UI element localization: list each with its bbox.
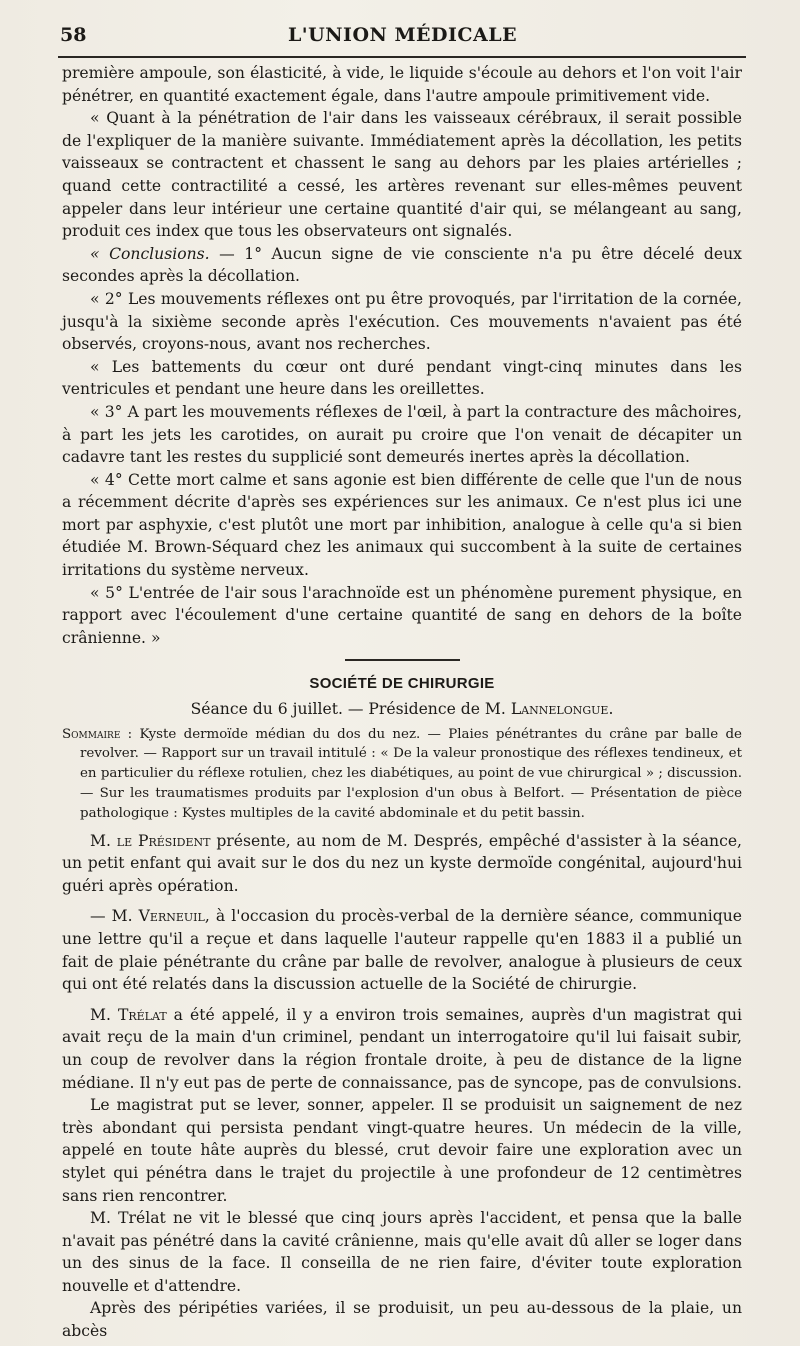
trelat-paragraph (62, 1004, 742, 1094)
conclusions-paragraph (62, 243, 742, 288)
paragraph: « 5° L'entrée de l'air sous l'arachnoïde est un phénomène purement physique, en rapport avec l'écoulement d'une certaine quantité de sang en dehors de la boîte crânienne. » (62, 583, 742, 647)
paragraph: « 3° A part les mouvements réflexes de l'œil, à part la contracture des mâchoires, à part les jets les carotides, on aurait pu croire que l'on venait de décapiter un cadavre tant les restes du supplicié sont demeurés inertes après la décollation. (62, 402, 742, 467)
conclusions-text: — 1° Aucun signe de vie consciente n'a pu être décelé deux secondes après la décollation. (62, 244, 742, 286)
header-rule (58, 56, 746, 58)
page-header (60, 24, 745, 54)
article-body (62, 62, 742, 1343)
seance-line (62, 698, 742, 721)
section-separator (345, 659, 460, 661)
spacer (62, 897, 742, 905)
verneuil-name: Verneuil (138, 907, 205, 926)
paragraph: « Les battements du cœur ont duré pendant vingt-cinq minutes dans les ventricules et pendant une heure dans les oreillettes. (62, 357, 742, 399)
president-prefix: M. (90, 831, 117, 850)
conclusions-label: « Conclusions. (90, 244, 210, 263)
paragraph: première ampoule, son élasticité, à vide, le liquide s'écoule au dehors et l'on voit l'air pénétrer, en quantité exactement égale, dans l'autre ampoule primitivement vide. (62, 64, 742, 105)
verneuil-paragraph (62, 905, 742, 995)
sommaire (62, 725, 742, 824)
sommaire-text: : Kyste dermoïde médian du dos du nez. — Plaies pénétrantes du crâne par balle de revolver. — Rapport sur un travail intitulé : « De la valeur pronostique des réflexes tendineux, et en particulier du réflexe rotulien, chez les diabétiques, au point de vue chirurgical » ; discussion. — Sur les traumatismes produits par l'explosion d'un obus à Belfort. — Présentation de pièce pathologique : Kystes multiples de la cavité abdominale et du petit bassin. (80, 726, 742, 821)
spacer (62, 996, 742, 1004)
sommaire-label: Sommaire (62, 726, 121, 742)
paragraph: « 2° Les mouvements réflexes ont pu être provoqués, par l'irritation de la cornée, jusqu'à la sixième seconde après l'exécution. Ces mouvements n'avaient pas été observés, croyons-nous, avant nos recherches. (62, 289, 742, 354)
trelat-name: Trélat (117, 1005, 167, 1024)
section-title: SOCIÉTÉ DE CHIRURGIE (309, 675, 495, 693)
paragraph: « 4° Cette mort calme et sans agonie est bien différente de celle que l'un de nous a récemment décrite d'après ses expériences sur les animaux. Ce n'est plus ici une mort par asphyxie, c'est plutôt une mort par inhibition, analogue à celle qu'a si bien étudiée M. Brown-Séquard chez les animaux qui succombent à la suite de certaines irritations du système nerveux. (62, 470, 742, 580)
president-title: le Président (116, 831, 211, 850)
seance-prefix: Séance du 6 juillet. — Présidence de M. (190, 700, 511, 719)
trelat-prefix: M. (90, 1005, 118, 1024)
verneuil-text: , à l'occasion du procès-verbal de la dernière séance, communique une lettre qu'il a reçue et dans laquelle l'auteur rappelle qu'en 1883 il a publié un fait de plaie pénétrante du crâne par balle de revolver, analogue à plusieurs de ceux qui ont été relatés dans la discussion actuelle de la Société de chirurgie. (62, 907, 742, 994)
president-name: Lannelongue (510, 700, 609, 719)
president-paragraph (62, 830, 742, 898)
page-number: 58 (60, 24, 87, 46)
trelat-text: a été appelé, il y a environ trois semaines, auprès d'un magistrat qui avait reçu de la main d'un criminel, pendant un interrogatoire qu'il lui faisait subir, un coup de revolver dans la région frontale droite, à peu de distance de la ligne médiane. Il n'y eut pas de perte de connaissance, pas de syncope, pas de convulsions. (62, 1005, 742, 1092)
paragraph: Après des péripéties variées, il se produisit, un peu au-dessous de la plaie, un abcès (62, 1299, 742, 1341)
seance-suffix: . (608, 700, 614, 719)
president-text: présente, au nom de M. Després, empêché d'assister à la séance, un petit enfant qui avait sur le dos du nez un kyste dermoïde congénital, aujourd'hui guéri après opération. (62, 831, 742, 895)
verneuil-prefix: — M. (90, 907, 139, 926)
paragraph: « Quant à la pénétration de l'air dans les vaisseaux cérébraux, il serait possible de l'expliquer de la manière suivante. Immédiatement après la décollation, les petits vaisseaux se contractent et chassent le sang au dehors par les plaies artérielles ; quand cette contractilité a cessé, les artères revenant sur elles-mêmes peuvent appeler dans leur intérieur une certaine quantité d'air qui, se mélangeant au sang, produit ces index que tous les observateurs ont signalés. (62, 109, 742, 241)
running-head: L'UNION MÉDICALE (287, 24, 518, 46)
paragraph: M. Trélat ne vit le blessé que cinq jours après l'accident, et pensa que la balle n'avait pas pénétré dans la cavité crânienne, mais qu'elle avait dû aller se loger dans un des sinus de la face. Il conseilla de ne rien faire, d'éviter toute exploration nouvelle et d'attendre. (62, 1209, 742, 1295)
paragraph: Le magistrat put se lever, sonner, appeler. Il se produisit un saignement de nez très abondant qui persista pendant vingt-quatre heures. Un médecin de la ville, appelé en toute hâte auprès du blessé, crut devoir faire une exploration avec un stylet qui pénétra dans le trajet du projectile à une profondeur de 12 centimètres sans rien rencontrer. (62, 1096, 742, 1205)
